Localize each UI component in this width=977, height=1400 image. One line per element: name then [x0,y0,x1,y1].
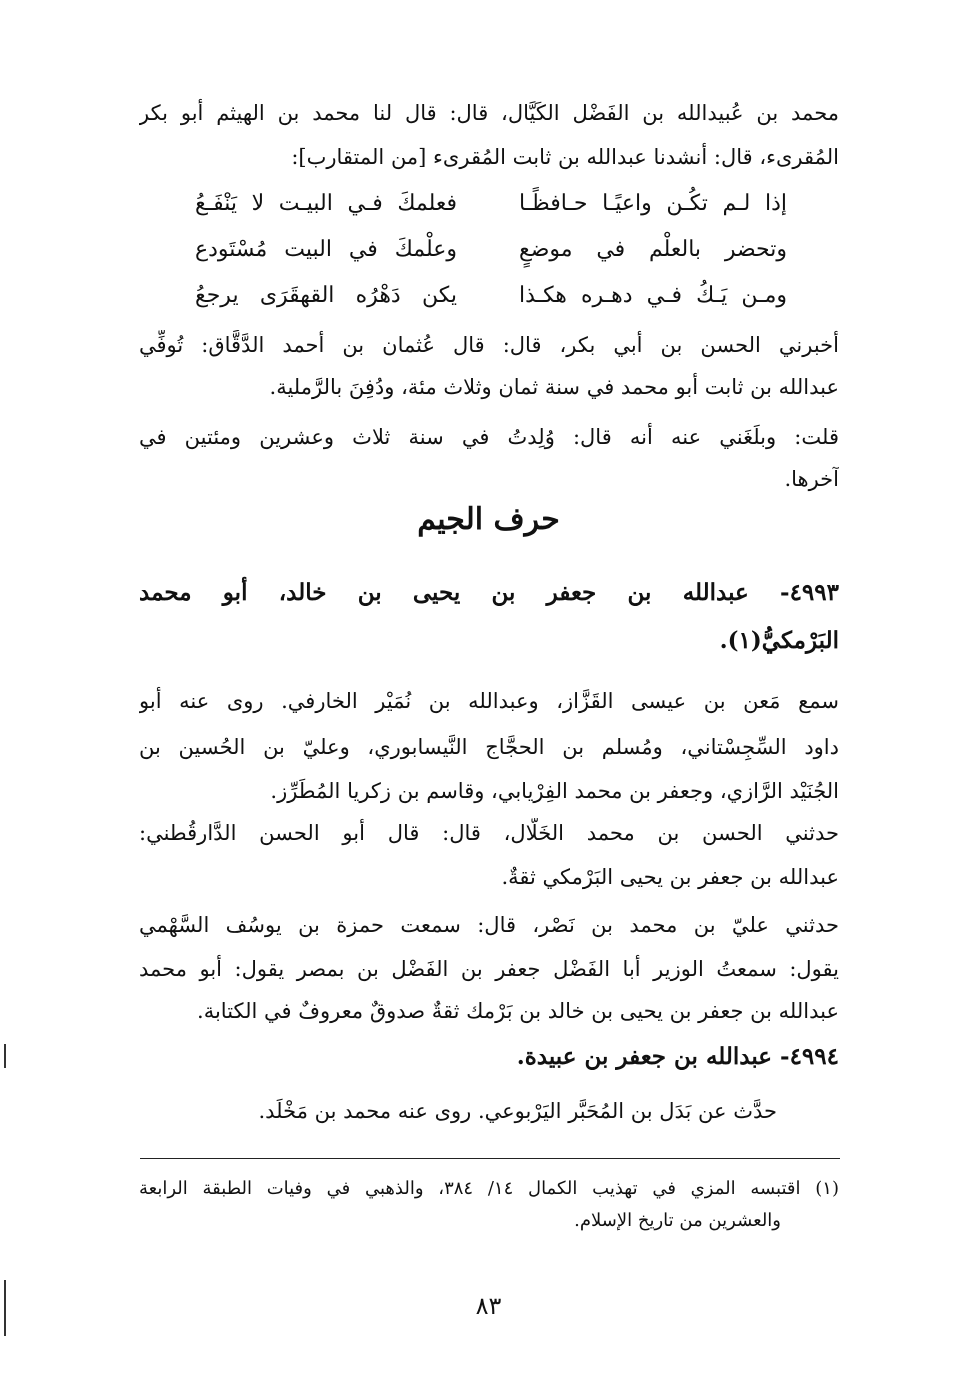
poem-verse [187,278,787,318]
text-line: داود السِّجِسْتاني، ومُسلم بن الحجَّاج النَّيسابوري، وعليّ بن الحُسين بن [139,735,839,759]
entry-title: البَرْمكيُّ(١). [719,627,839,654]
entry-title: ٤٩٩٣- عبدالله بن جعفر بن يحيى بن خالد، أبو محمد [139,579,839,606]
page-number: ٨٣ [475,1292,502,1320]
section-heading: حرف الجيم [417,502,560,537]
scan-edge-mark [4,1280,6,1336]
text-line: حدثني الحسن بن محمد الخَلَّال، قال: قال أبو الحسن الدَّارقُطني: [139,821,839,845]
text-line: آخرها. [784,467,839,491]
text-line: عبدالله بن جعفر بن يحيى بن خالد بن بَرْمك ثقةٌ صدوقٌ معروفٌ في الكتابة. [197,999,839,1023]
footnote-line: (١) اقتبسه المزي في تهذيب الكمال ١٤/ ٣٨٤، والذهبي في وفيات الطبقة الرابعة [139,1178,839,1199]
text-line: حدثني عليّ بن محمد بن نَصْر، قال: سمعت حمزة بن يوسُف السَّهْمي [139,913,839,937]
text-line: عبدالله بن جعفر بن يحيى البَرْمكي ثقةٌ. [501,865,839,889]
poem-hemistich-first: ومـن يَـكُ فـي دهـره هكـذا [519,283,787,308]
poem-hemistich-second: يكن دَهْرُه القهقَرَى يرجعُ [195,283,457,308]
text-line: الجُنَيْد الرَّازي، وجعفر بن محمد الفِرْيابي، وقاسم بن زكريا المُطَرِّز. [270,779,839,803]
poem-hemistich-first: وتحضر بالعلْم في موضعٍ [519,237,787,262]
text-line: عبدالله بن ثابت أبو محمد في سنة ثمان وثلاث مئة، ودُفِنَ بالرَّملية. [269,375,839,399]
poem-hemistich-second: فعلمكَ فـي البيـت لا يَنْفَـعُ [195,191,457,216]
text-line: أخبرني الحسن بن أبي بكر، قال: قال عُثمان بن أحمد الدَّقَّاق: تُوفِّي [139,333,839,357]
text-line: محمد بن عُبيدالله بن الفَضْل الكَيَّال، قال: قال لنا محمد بن الهيثم أبو بكر [139,101,839,125]
poem-verse [187,186,787,226]
text-line: سمع مَعن بن عيسى القَزَّاز، وعبدالله بن نُمَيْر الخارفي. روى عنه أبو [139,689,839,713]
entry-title: ٤٩٩٤- عبدالله بن جعفر بن عبيدة. [516,1043,839,1070]
text-line: يقول: سمعتُ الوزير أبا الفَضْل جعفر بن الفَضْل بن بمصر يقول: أبو محمد [139,957,839,981]
text-line: المُقرىء، قال: أنشدنا عبدالله بن ثابت المُقرىء [من المتقارب]: [291,145,839,169]
footnote-divider [140,1158,840,1159]
text-line: حدَّث عن بَدَل بن المُحَبَّر اليَرْبوعي. روى عنه محمد بن مَخْلَد. [258,1099,777,1123]
footnote-line: والعشرين من تاريخ الإسلام. [574,1210,781,1231]
poem-hemistich-second: وعلْمكَ في البيت مُسْتَودع [195,237,457,262]
text-line: قلت: وبلَغَني عنه أنه قال: وُلِدتُ في سنة ثلاث وعشرين ومئتين في [139,425,839,449]
scan-edge-mark [4,1044,6,1068]
poem-hemistich-first: إذا لـم تكُـن واعيًـا حـافظًـا [519,191,787,216]
poem-verse [187,232,787,272]
